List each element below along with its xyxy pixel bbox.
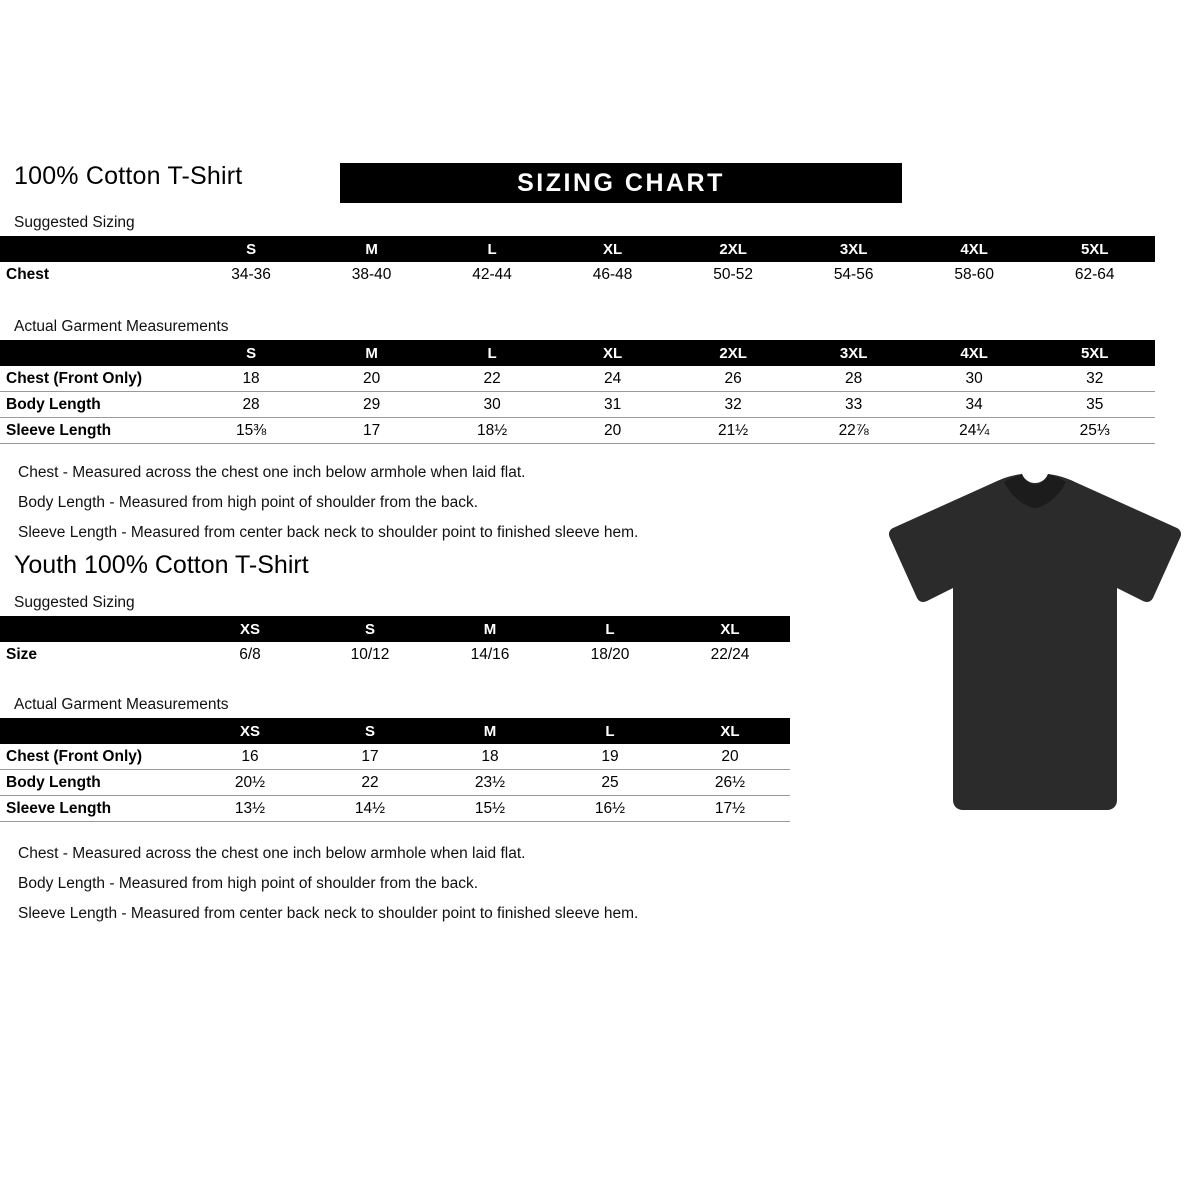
col-header [0,718,190,744]
cell: 22⅞ [793,418,914,444]
cell: 26 [673,366,794,392]
table-header-row [0,616,790,642]
cell: 16½ [550,796,670,822]
sizing-chart-banner [340,163,902,203]
col-header: XS [190,718,310,744]
cell: 18/20 [550,642,670,667]
col-header: M [430,718,550,744]
adult-actual-measurements-table [0,340,1155,444]
cell: 35 [1034,392,1155,418]
cell: 25⅓ [1034,418,1155,444]
cell: 14/16 [430,642,550,667]
cell: 20 [670,744,790,770]
cell: 32 [673,392,794,418]
cell: 33 [793,392,914,418]
row-label: Size [0,642,190,667]
col-header: L [432,236,553,262]
cell: 46-48 [552,262,673,287]
cell: 20 [311,366,432,392]
t-shirt-icon [885,470,1185,815]
row-label: Chest [0,262,191,287]
col-header [0,236,191,262]
cell: 28 [191,392,312,418]
table-header-row [0,340,1155,366]
col-header: 3XL [793,340,914,366]
col-header: XL [670,616,790,642]
col-header: M [311,236,432,262]
cell: 25 [550,770,670,796]
cell: 24¼ [914,418,1035,444]
col-header: M [311,340,432,366]
cell: 31 [552,392,673,418]
cell: 19 [550,744,670,770]
table-row [0,366,1155,392]
cell: 24 [552,366,673,392]
cell: 62-64 [1034,262,1155,287]
col-header: 5XL [1034,340,1155,366]
cell: 29 [311,392,432,418]
col-header: XL [670,718,790,744]
col-header: S [310,718,430,744]
cell: 28 [793,366,914,392]
cell: 22/24 [670,642,790,667]
table-row [0,796,790,822]
cell: 20½ [190,770,310,796]
col-header: S [310,616,430,642]
youth-note-body-length: Body Length - Measured from high point of shoulder from the back. [18,875,479,892]
table-row [0,770,790,796]
cell: 16 [190,744,310,770]
table-row [0,744,790,770]
col-header: 4XL [914,236,1035,262]
cell: 34-36 [191,262,312,287]
table-row [0,642,790,667]
cell: 20 [552,418,673,444]
cell: 58-60 [914,262,1035,287]
col-header: L [432,340,553,366]
cell: 17 [311,418,432,444]
cell: 6/8 [190,642,310,667]
adult-note-sleeve-length: Sleeve Length - Measured from center back neck to shoulder point to finished sleeve hem. [18,524,639,541]
cell: 30 [914,366,1035,392]
cell: 18 [191,366,312,392]
cell: 15½ [430,796,550,822]
youth-actual-measurements-label: Actual Garment Measurements [14,696,229,713]
cell: 30 [432,392,553,418]
col-header: XL [552,340,673,366]
col-header: S [191,340,312,366]
cell: 18½ [432,418,553,444]
row-label: Sleeve Length [0,418,191,444]
youth-note-sleeve-length: Sleeve Length - Measured from center back neck to shoulder point to finished sleeve hem. [18,905,639,922]
col-header: 4XL [914,340,1035,366]
cell: 22 [432,366,553,392]
col-header [0,616,190,642]
adult-note-chest: Chest - Measured across the chest one inch below armhole when laid flat. [18,464,526,481]
cell: 10/12 [310,642,430,667]
row-label: Body Length [0,770,190,796]
cell: 17½ [670,796,790,822]
sizing-chart-banner-label: SIZING CHART [517,168,725,197]
cell: 14½ [310,796,430,822]
cell: 18 [430,744,550,770]
adult-actual-measurements-label: Actual Garment Measurements [14,318,229,335]
cell: 32 [1034,366,1155,392]
table-header-row [0,718,790,744]
t-shirt-illustration [885,470,1185,815]
cell: 17 [310,744,430,770]
col-header: 2XL [673,236,794,262]
cell: 38-40 [311,262,432,287]
youth-note-chest: Chest - Measured across the chest one inch below armhole when laid flat. [18,845,526,862]
adult-suggested-sizing-label: Suggested Sizing [14,214,135,231]
col-header: M [430,616,550,642]
cell: 54-56 [793,262,914,287]
col-header: XL [552,236,673,262]
col-header: 3XL [793,236,914,262]
adult-suggested-sizing-table [0,236,1155,287]
col-header: L [550,616,670,642]
row-label: Sleeve Length [0,796,190,822]
cell: 13½ [190,796,310,822]
col-header: XS [190,616,310,642]
col-header: S [191,236,312,262]
row-label: Body Length [0,392,191,418]
youth-actual-measurements-table [0,718,790,822]
youth-section-title: Youth 100% Cotton T-Shirt [14,551,309,579]
row-label: Chest (Front Only) [0,744,190,770]
youth-suggested-sizing-table [0,616,790,667]
cell: 34 [914,392,1035,418]
cell: 15⅜ [191,418,312,444]
table-row [0,262,1155,287]
col-header: 5XL [1034,236,1155,262]
table-header-row [0,236,1155,262]
col-header [0,340,191,366]
table-row [0,392,1155,418]
adult-note-body-length: Body Length - Measured from high point of shoulder from the back. [18,494,479,511]
cell: 42-44 [432,262,553,287]
cell: 23½ [430,770,550,796]
table-row [0,418,1155,444]
row-label: Chest (Front Only) [0,366,191,392]
cell: 26½ [670,770,790,796]
col-header: L [550,718,670,744]
cell: 21½ [673,418,794,444]
cell: 22 [310,770,430,796]
adult-section-title: 100% Cotton T-Shirt [14,162,243,190]
col-header: 2XL [673,340,794,366]
cell: 50-52 [673,262,794,287]
youth-suggested-sizing-label: Suggested Sizing [14,594,135,611]
